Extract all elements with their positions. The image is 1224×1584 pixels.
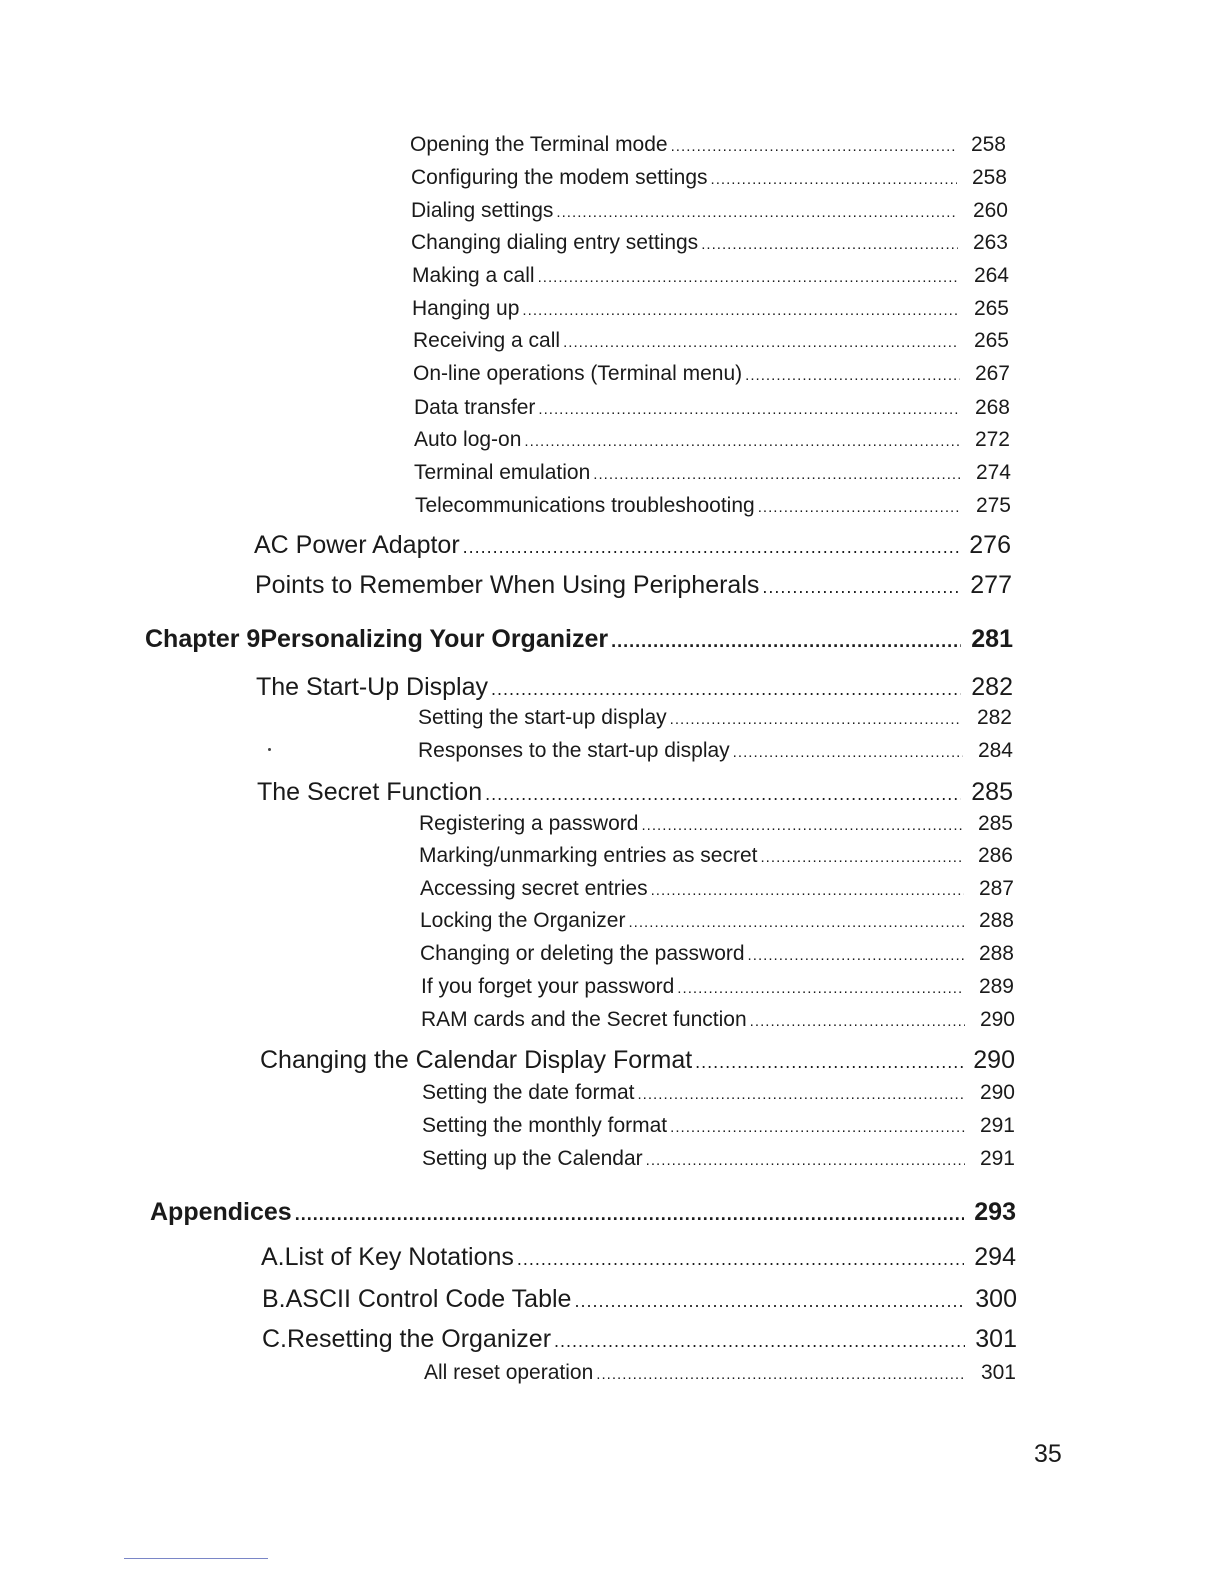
- toc-section-page: 301: [975, 1325, 1017, 1353]
- toc-entry-title: RAM cards and the Secret function: [421, 1008, 747, 1031]
- toc-entry: [421, 1008, 1015, 1032]
- toc-entry: [424, 1361, 1016, 1385]
- dot-leader: [517, 1243, 964, 1272]
- toc-entry: [414, 428, 1010, 452]
- toc-entry: [412, 264, 1009, 288]
- toc-entry-page: 291: [979, 1147, 1015, 1170]
- dot-leader: [701, 231, 958, 255]
- toc-entry: [422, 1114, 1015, 1138]
- toc-entry: [410, 133, 1006, 157]
- toc-section-page: 294: [974, 1243, 1016, 1271]
- toc-entry-page: 291: [979, 1114, 1015, 1137]
- toc-entry-page: 301: [980, 1361, 1016, 1384]
- toc-entry-title: Registering a password: [419, 812, 639, 835]
- toc-entry: [411, 231, 1008, 255]
- toc-section: [260, 1046, 1015, 1075]
- appendix-letter: C.: [262, 1325, 287, 1353]
- dot-leader: [463, 531, 960, 560]
- toc-section-title: Points to Remember When Using Peripherals: [255, 571, 760, 599]
- toc-entry-page: 275: [975, 494, 1011, 517]
- dot-leader: [671, 133, 956, 157]
- toc-entry-title: On-line operations (Terminal menu): [413, 362, 743, 385]
- toc-entry-title: Locking the Organizer: [420, 909, 626, 932]
- chapter-label: Chapter 9: [145, 625, 261, 653]
- dot-leader: [758, 494, 961, 518]
- toc-entry-title: Configuring the modem settings: [411, 166, 708, 189]
- toc-entry-page: 288: [978, 942, 1014, 965]
- toc-entry-page: 265: [973, 297, 1009, 320]
- toc-entry-page: 268: [974, 396, 1010, 419]
- dot-leader: [295, 1198, 965, 1227]
- toc-section-page: 282: [971, 673, 1013, 701]
- dot-leader: [646, 1147, 965, 1171]
- toc-section: [262, 1285, 1017, 1314]
- dot-leader: [563, 329, 959, 353]
- toc-entry-title: Marking/unmarking entries as secret: [419, 844, 758, 867]
- toc-entry-title: Dialing settings: [411, 199, 554, 222]
- dot-leader: [651, 877, 964, 901]
- toc-entry: [413, 362, 1010, 386]
- toc-entry: [411, 199, 1008, 223]
- toc-section-page: 300: [975, 1285, 1017, 1313]
- toc-entry-title: If you forget your password: [421, 975, 675, 998]
- toc-section: [255, 571, 1012, 600]
- dot-leader: [538, 264, 959, 288]
- toc-entry: [421, 975, 1014, 999]
- dot-leader: [745, 362, 960, 386]
- toc-entry-title: Telecommunications troubleshooting: [415, 494, 755, 517]
- toc-entry-page: 274: [975, 461, 1011, 484]
- dot-leader: [628, 909, 964, 933]
- toc-entry-page: 282: [976, 706, 1012, 729]
- dot-leader: [711, 166, 958, 190]
- toc-section: [254, 531, 1011, 560]
- toc-entry: [422, 1081, 1015, 1105]
- toc-entry-page: 284: [977, 739, 1013, 762]
- toc-section-page: 276: [969, 531, 1011, 559]
- toc-entry: [414, 396, 1010, 420]
- toc-entry-title: Setting the date format: [422, 1081, 635, 1104]
- toc-entry-title: Changing or deleting the password: [420, 942, 745, 965]
- toc-section-title: Changing the Calendar Display Format: [260, 1046, 693, 1074]
- toc-entry: [420, 877, 1014, 901]
- dot-leader: [596, 1361, 966, 1385]
- toc-chapter-title: Appendices: [150, 1198, 292, 1226]
- toc-section: [256, 673, 1013, 702]
- dot-leader: [637, 1081, 965, 1105]
- dot-leader: [641, 812, 963, 836]
- toc-entry-page: 285: [977, 812, 1013, 835]
- toc-chapter: [145, 625, 1013, 654]
- toc-entry-title: Terminal emulation: [414, 461, 591, 484]
- toc-entry: [418, 706, 1012, 730]
- footer-rule: [124, 1558, 268, 1559]
- toc-section: [262, 1325, 1017, 1354]
- dot-leader: [748, 942, 964, 966]
- dot-leader: [556, 199, 958, 223]
- toc-entry-page: 272: [974, 428, 1010, 451]
- toc-chapter-page: 281: [971, 625, 1013, 653]
- dot-leader: [762, 571, 960, 600]
- toc-entry-page: 263: [972, 231, 1008, 254]
- toc-entry: [419, 844, 1013, 868]
- page-number: 35: [1034, 1440, 1062, 1468]
- dot-leader: [733, 739, 963, 763]
- toc-entry-title: Receiving a call: [413, 329, 561, 352]
- toc-entry-title: Making a call: [412, 264, 535, 287]
- toc-section-title: The Start-Up Display: [256, 673, 489, 701]
- toc-chapter-page: 293: [974, 1198, 1016, 1226]
- dot-leader: [522, 297, 959, 321]
- toc-section: [257, 778, 1013, 807]
- toc-section-page: 290: [973, 1046, 1015, 1074]
- toc-entry-page: 289: [978, 975, 1014, 998]
- toc-section-page: 285: [971, 778, 1013, 806]
- toc-section: [261, 1243, 1016, 1272]
- toc-entry-page: 287: [978, 877, 1014, 900]
- toc-entry-title: Responses to the start-up display: [418, 739, 730, 762]
- toc-chapter: [150, 1198, 1016, 1227]
- toc-entry-title: Setting the monthly format: [422, 1114, 668, 1137]
- toc-entry-title: Accessing secret entries: [420, 877, 648, 900]
- toc-entry-page: 286: [977, 844, 1013, 867]
- dot-leader: [670, 706, 962, 730]
- dot-leader: [574, 1285, 965, 1314]
- toc-entry-title: Opening the Terminal mode: [410, 133, 668, 156]
- toc-entry: [420, 909, 1014, 933]
- toc-entry-title: Changing dialing entry settings: [411, 231, 699, 254]
- dot-leader: [554, 1325, 965, 1354]
- toc-section-page: 277: [970, 571, 1012, 599]
- toc-entry: [413, 329, 1009, 353]
- toc-entry-page: 264: [973, 264, 1009, 287]
- toc-entry-page: 267: [974, 362, 1010, 385]
- appendix-letter: A.: [261, 1243, 285, 1271]
- toc-entry-title: Data transfer: [414, 396, 536, 419]
- toc-entry-page: 288: [978, 909, 1014, 932]
- toc-entry-page: 258: [971, 166, 1007, 189]
- dot-leader: [524, 428, 960, 452]
- scan-speck: [268, 748, 271, 751]
- toc-section-title: The Secret Function: [257, 778, 483, 806]
- toc-entry-page: 290: [979, 1081, 1015, 1104]
- dot-leader: [593, 461, 961, 485]
- toc-entry-title: Hanging up: [412, 297, 520, 320]
- toc-entry: [422, 1147, 1015, 1171]
- dot-leader: [760, 844, 963, 868]
- dot-leader: [750, 1008, 965, 1032]
- toc-entry: [419, 812, 1013, 836]
- toc-entry-title: Auto log-on: [414, 428, 522, 451]
- toc-entry: [418, 739, 1013, 763]
- dot-leader: [670, 1114, 965, 1138]
- toc-entry-page: 258: [970, 133, 1006, 156]
- dot-leader: [677, 975, 964, 999]
- toc-entry: [415, 494, 1011, 518]
- toc-entry-page: 265: [973, 329, 1009, 352]
- toc-entry-title: Setting the start-up display: [418, 706, 667, 729]
- toc-entry-page: 290: [979, 1008, 1015, 1031]
- toc-section-title: AC Power Adaptor: [254, 531, 460, 559]
- dot-leader: [538, 396, 960, 420]
- appendix-letter: B.: [262, 1285, 286, 1313]
- toc-entry: [420, 942, 1014, 966]
- toc-entry: [414, 461, 1011, 485]
- toc-chapter-title: Personalizing Your Organizer: [260, 625, 609, 653]
- toc-entry: [411, 166, 1007, 190]
- toc-entry: [412, 297, 1009, 321]
- toc-section-title: ASCII Control Code Table: [285, 1285, 572, 1313]
- toc-entry-title: All reset operation: [424, 1361, 594, 1384]
- dot-leader: [695, 1046, 963, 1075]
- dot-leader: [485, 778, 961, 807]
- toc-entry-title: Setting up the Calendar: [422, 1147, 643, 1170]
- dot-leader: [491, 673, 961, 702]
- toc-section-title: List of Key Notations: [284, 1243, 514, 1271]
- dot-leader: [611, 625, 961, 654]
- toc-entry-page: 260: [972, 199, 1008, 222]
- toc-section-title: Resetting the Organizer: [287, 1325, 552, 1353]
